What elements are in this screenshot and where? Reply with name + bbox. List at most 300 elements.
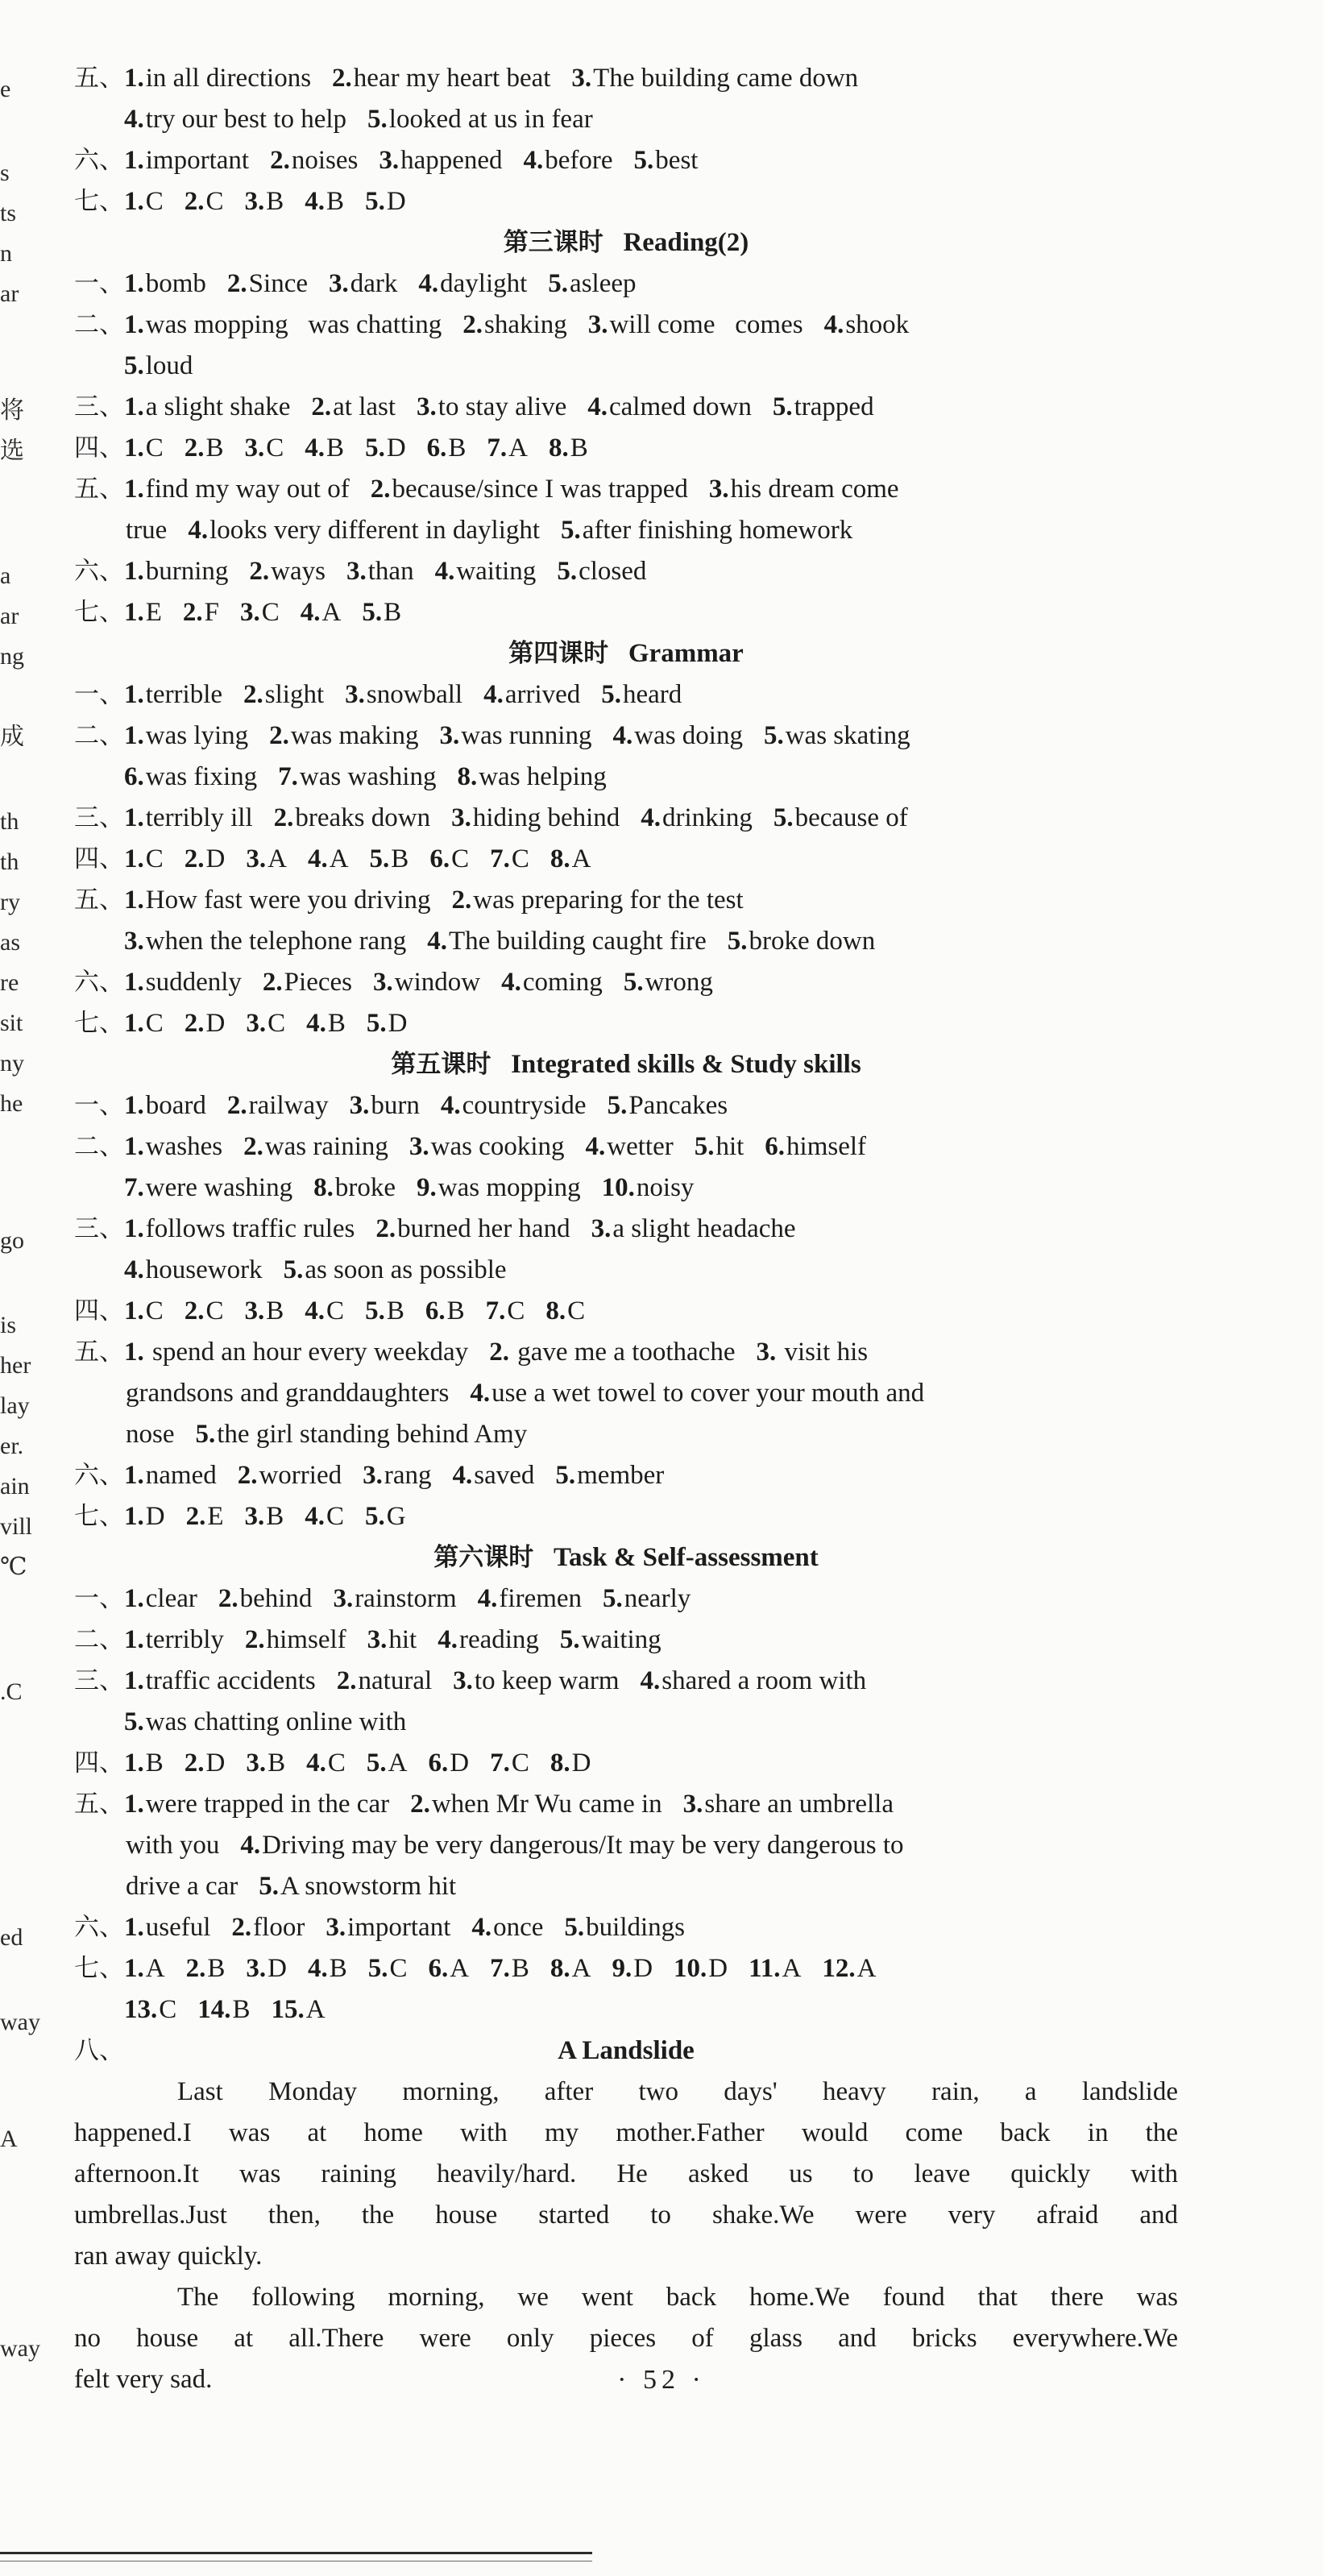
answer-number: 3.: [329, 269, 349, 298]
answer-item: [124, 968, 242, 997]
answer-item: [453, 1461, 535, 1490]
answer-number: 1.: [124, 1132, 144, 1161]
answer-section-row: [74, 1496, 1178, 1537]
answer-number: 1.: [124, 1748, 144, 1777]
section-label: 二、: [74, 721, 124, 750]
essay-title: A Landslide: [558, 2036, 695, 2065]
margin-fragment: .C: [0, 1678, 23, 1705]
answer-continuation-row: [74, 757, 1178, 798]
answer-continuation-row: [74, 1168, 1178, 1209]
answer-text: B: [386, 1296, 404, 1325]
answer-number: 2.: [243, 680, 263, 709]
answer-text: C: [205, 187, 224, 216]
essay-title-row: [74, 2031, 1178, 2072]
answer-text: C: [511, 844, 529, 873]
answer-text: named: [145, 1461, 217, 1490]
answer-item: [634, 146, 699, 175]
answer-section-row: [74, 1085, 1178, 1126]
answer-item: [337, 1666, 432, 1695]
answer-number: 5.: [369, 844, 390, 873]
answer-continuation-row: [74, 1702, 1178, 1743]
answer-text: A: [571, 1954, 591, 1983]
answer-number: 3.: [244, 433, 265, 463]
answer-text: How fast were you driving: [145, 886, 431, 915]
answer-item: [124, 351, 193, 380]
answer-number: 1.: [124, 475, 144, 504]
answer-item: [246, 844, 287, 873]
answer-text: coming: [522, 968, 603, 997]
answer-text: A: [268, 844, 287, 873]
section-label: 五、: [74, 1338, 124, 1367]
answer-item: [246, 1009, 285, 1038]
answer-section-row: [74, 305, 1178, 346]
answer-number: 1.: [124, 680, 144, 709]
answer-number: 4.: [477, 1584, 498, 1613]
answer-item: [612, 721, 743, 750]
answer-item: [363, 1461, 431, 1490]
answer-item: [773, 392, 874, 421]
answer-text: A: [329, 844, 349, 873]
answer-text: was fixing: [145, 762, 258, 791]
answer-text: was running: [461, 721, 592, 750]
lesson-heading-cn: 第六课时: [433, 1543, 534, 1572]
margin-fragment: ng: [0, 643, 24, 670]
answer-section-row: [74, 1661, 1178, 1702]
answer-text: B: [326, 187, 345, 216]
answer-number: 2.: [226, 1091, 247, 1120]
answer-item: [301, 598, 342, 627]
margin-fragment: a: [0, 562, 11, 589]
answer-number: 3.: [571, 64, 592, 93]
answer-item: [124, 680, 222, 709]
answer-section-row: [74, 1620, 1178, 1661]
answer-item: [313, 1173, 396, 1202]
answer-item: [186, 1954, 226, 1983]
lesson-heading: [74, 633, 1178, 674]
answer-continuation-row: [74, 1866, 1178, 1907]
answer-item: [124, 1461, 217, 1490]
answer-item: [240, 1831, 903, 1860]
answer-item: [683, 1790, 894, 1819]
answer-text: will come comes: [609, 310, 803, 339]
answer-item: [245, 1502, 284, 1531]
answer-number: 2.: [185, 1502, 206, 1531]
essay-line: ran away quickly.: [74, 2242, 263, 2271]
answer-number: 2.: [218, 1584, 238, 1613]
answer-number: 3.: [417, 392, 437, 421]
answer-number: 5.: [601, 680, 622, 709]
bottom-rule: [0, 2552, 592, 2554]
answer-number: 4.: [305, 187, 326, 216]
lesson-heading: [74, 1044, 1178, 1085]
answer-number: 6.: [428, 1954, 449, 1983]
margin-fragment: 成: [0, 724, 24, 750]
answer-item: [124, 1296, 164, 1325]
answer-number: 8.: [550, 844, 570, 873]
answer-number: 4.: [306, 1009, 326, 1038]
answer-number: 8.: [457, 762, 478, 791]
answer-text: true: [126, 516, 168, 545]
answer-item: [124, 557, 228, 586]
answer-item: [124, 392, 290, 421]
answer-text: himself: [786, 1132, 867, 1161]
answer-text: at last: [333, 392, 396, 421]
answer-item: [185, 1748, 226, 1777]
margin-fragment: go: [0, 1227, 24, 1254]
answer-number: 1.: [124, 1296, 144, 1325]
answer-item: [333, 1584, 456, 1613]
answer-text: important: [145, 146, 250, 175]
answer-text: A: [782, 1954, 802, 1983]
answer-item: [501, 968, 603, 997]
answer-item: [308, 1954, 347, 1983]
section-label: 四、: [74, 1748, 124, 1777]
answer-number: 1.: [124, 844, 144, 873]
margin-fragment: is: [0, 1312, 17, 1338]
answer-item: [453, 1666, 619, 1695]
section-label: 二、: [74, 1625, 124, 1654]
answer-text: B: [391, 844, 409, 873]
answer-item: [608, 1091, 728, 1120]
answer-number: 4.: [501, 968, 521, 997]
answer-text: C: [567, 1296, 586, 1325]
answer-text: D: [205, 844, 226, 873]
answer-number: 2.: [184, 1009, 205, 1038]
answer-text: D: [386, 187, 406, 216]
answer-number: 3.: [244, 187, 265, 216]
answer-number: 7.: [278, 762, 298, 791]
margin-fragment: s: [0, 160, 10, 186]
answer-item: [346, 557, 414, 586]
answer-number: 1.: [124, 1338, 144, 1367]
answer-text: natural: [358, 1666, 433, 1695]
answer-text: was mopping: [438, 1173, 581, 1202]
answer-item: [365, 1502, 406, 1531]
answer-number: 2.: [237, 1461, 258, 1490]
answer-item: [471, 1913, 543, 1942]
answer-item: [764, 721, 910, 750]
answer-number: 2.: [184, 844, 205, 873]
section-label: 四、: [74, 1296, 124, 1325]
answer-item: [587, 392, 752, 421]
answer-text: worried: [259, 1461, 342, 1490]
answer-text: C: [326, 1502, 345, 1531]
margin-fragment: way: [0, 2335, 40, 2362]
answer-number: 2.: [269, 721, 289, 750]
answer-text: board: [145, 1091, 206, 1120]
answer-text: C: [507, 1296, 525, 1325]
essay-line: afternoon.It was raining heavily/hard. He asked us to leave quickly with: [74, 2159, 1178, 2188]
answer-number: 1.: [124, 310, 144, 339]
answer-item: [409, 1132, 565, 1161]
answer-number: 5.: [559, 1625, 580, 1654]
answer-number: 11.: [749, 1954, 781, 1983]
answer-text: shook: [845, 310, 910, 339]
answer-text: The building came down: [593, 64, 859, 93]
answer-number: 2.: [184, 433, 205, 463]
answer-number: 7.: [124, 1173, 144, 1202]
answer-text: was mopping was chatting: [145, 310, 442, 339]
answer-number: 12.: [822, 1954, 856, 1983]
answer-number: 4.: [305, 433, 326, 463]
page-number: · 52 ·: [617, 2365, 706, 2395]
section-label: 七、: [74, 187, 124, 216]
answer-number: 1.: [124, 598, 144, 627]
essay-line: The following morning, we went back home.We found that there was: [177, 2283, 1178, 2312]
answer-item: [124, 187, 164, 216]
margin-fragment: ar: [0, 603, 19, 629]
answer-item: [124, 844, 164, 873]
answer-number: 2.: [375, 1214, 396, 1243]
answer-number: 1.: [124, 1461, 144, 1490]
answer-item: [345, 680, 462, 709]
answer-number: 3.: [246, 1748, 267, 1777]
answer-text: was helping: [479, 762, 607, 791]
answer-section-row: [74, 880, 1178, 921]
answer-item: [612, 1954, 653, 1983]
answer-number: 3.: [591, 1214, 612, 1243]
answer-item: [370, 844, 409, 873]
answer-item: [305, 187, 344, 216]
answer-text: countryside: [462, 1091, 587, 1120]
answer-text: was cooking: [430, 1132, 565, 1161]
answer-item: [329, 269, 397, 298]
answer-number: 4.: [440, 1091, 461, 1120]
margin-fragment: A: [0, 2126, 18, 2152]
answer-text: wetter: [607, 1132, 674, 1161]
answer-item: [124, 1748, 164, 1777]
answer-item: [641, 803, 753, 832]
answer-section-row: [74, 1907, 1178, 1948]
answer-item: [773, 803, 908, 832]
answer-text: looks very different in daylight: [209, 516, 541, 545]
answer-item: [185, 187, 224, 216]
answer-text: terribly: [145, 1625, 224, 1654]
answer-number: 5.: [367, 105, 388, 134]
answer-number: 2.: [332, 64, 352, 93]
answer-text: drive a car: [126, 1872, 238, 1901]
answer-text: B: [446, 1296, 465, 1325]
answer-section-row: [74, 1948, 1178, 1989]
answer-number: 3.: [240, 598, 260, 627]
answer-number: 4.: [240, 1831, 261, 1860]
answer-item: [441, 1091, 587, 1120]
answer-number: 5.: [548, 269, 569, 298]
answer-number: 4.: [452, 1461, 473, 1490]
answer-item: [438, 1625, 539, 1654]
answer-item: [227, 1091, 329, 1120]
section-label: 四、: [74, 844, 124, 873]
answer-number: 5.: [763, 721, 784, 750]
answer-number: 2.: [184, 1748, 205, 1777]
margin-fragment: e: [0, 76, 11, 102]
answer-section-row: [74, 551, 1178, 592]
answer-section-row: [74, 592, 1178, 633]
answer-section-row: [74, 1578, 1178, 1620]
answer-number: 2.: [184, 1296, 205, 1325]
answer-item: [124, 1214, 355, 1243]
answer-continuation-row: [74, 1989, 1178, 2031]
answer-text: B: [205, 433, 224, 463]
answer-text: waiting: [581, 1625, 662, 1654]
answer-text: waiting: [456, 557, 537, 586]
answer-text: as soon as possible: [305, 1255, 507, 1284]
section-label: 二、: [74, 310, 124, 339]
answer-item: [588, 310, 803, 339]
answer-text: C: [326, 1296, 345, 1325]
answer-item: [365, 433, 406, 463]
answer-item: [245, 1296, 284, 1325]
answer-text: happened: [400, 146, 503, 175]
answer-text: C: [268, 1009, 286, 1038]
answer-number: 5.: [772, 392, 793, 421]
answer-item: [603, 1584, 691, 1613]
answer-section-row: [74, 1743, 1178, 1784]
answer-item: [185, 1009, 226, 1038]
answer-item: [373, 968, 480, 997]
answer-number: 3.: [333, 1584, 354, 1613]
section-label: 三、: [74, 1666, 124, 1695]
answer-item: [243, 1132, 388, 1161]
margin-fragment: ts: [0, 200, 17, 226]
answer-number: 5.: [603, 1584, 623, 1613]
answer-number: 6.: [124, 762, 144, 791]
answer-item: [674, 1954, 728, 1983]
answer-item: [243, 680, 324, 709]
answer-item: [124, 1584, 197, 1613]
answer-text: Since: [248, 269, 308, 298]
answer-text: because of: [794, 803, 908, 832]
answer-item: [557, 557, 646, 586]
answer-text: saved: [474, 1461, 535, 1490]
answer-text: window: [394, 968, 481, 997]
answer-number: 2.: [243, 1132, 263, 1161]
answer-number: 3.: [349, 1091, 370, 1120]
answer-content: [74, 58, 1178, 2400]
answer-number: 1.: [124, 392, 144, 421]
answer-text: A: [571, 844, 591, 873]
answer-text: trapped: [794, 392, 874, 421]
answer-item: [124, 1132, 222, 1161]
answer-item: [278, 762, 436, 791]
answer-continuation-row: [74, 1414, 1178, 1455]
answer-number: 4.: [585, 1132, 606, 1161]
answer-text: C: [451, 844, 470, 873]
answer-item: [124, 64, 311, 93]
answer-text: B: [448, 433, 467, 463]
answer-text: important: [347, 1913, 451, 1942]
answer-number: 5.: [365, 1502, 385, 1531]
answer-item: [417, 392, 566, 421]
answer-text: clear: [145, 1584, 197, 1613]
answer-text: B: [570, 433, 588, 463]
answer-number: 2.: [270, 146, 290, 175]
answer-number: 9.: [612, 1954, 632, 1983]
margin-fragment: ar: [0, 280, 19, 307]
answer-number: 6.: [429, 844, 450, 873]
answer-text: Pancakes: [628, 1091, 728, 1120]
answer-item: [305, 1502, 344, 1531]
margin-fragment: 选: [0, 438, 24, 464]
answer-item: [550, 1748, 591, 1777]
answer-number: 5.: [362, 598, 383, 627]
answer-number: 1.: [124, 146, 144, 175]
answer-section-row: [74, 716, 1178, 757]
answer-number: 3.: [439, 721, 460, 750]
answer-item: [124, 1831, 219, 1860]
answer-number: 2.: [451, 886, 472, 915]
answer-number: 2.: [262, 968, 283, 997]
answer-text: a slight shake: [145, 392, 291, 421]
answer-section-row: [74, 1332, 1178, 1373]
answer-text: hit: [388, 1625, 417, 1654]
answer-text: loud: [145, 351, 193, 380]
answer-item: [231, 1913, 305, 1942]
margin-fragment: way: [0, 2009, 40, 2035]
answer-item: [367, 1009, 408, 1038]
answer-text: calmed down: [609, 392, 752, 421]
section-label: 六、: [74, 1913, 124, 1942]
answer-item: [728, 927, 875, 956]
answer-text: A: [856, 1954, 877, 1983]
lesson-heading-en: Task & Self-assessment: [553, 1543, 819, 1572]
answer-number: 1.: [124, 557, 144, 586]
answer-item: [124, 516, 167, 545]
answer-text: to stay alive: [438, 392, 567, 421]
answer-item: [185, 433, 224, 463]
answer-text: was raining: [264, 1132, 388, 1161]
answer-number: 4.: [307, 844, 328, 873]
answer-item: [305, 433, 344, 463]
answer-item: [245, 187, 284, 216]
answer-number: 2.: [185, 1954, 206, 1983]
answer-text: C: [327, 1748, 346, 1777]
answer-item: [196, 1420, 528, 1449]
answer-number: 10.: [674, 1954, 707, 1983]
answer-text: broke down: [749, 927, 876, 956]
answer-section-row: [74, 1003, 1178, 1044]
answer-item: [306, 1748, 346, 1777]
answer-item: [428, 1954, 469, 1983]
answer-number: 2.: [184, 187, 205, 216]
answer-text: B: [266, 187, 284, 216]
answer-number: 2.: [336, 1666, 357, 1695]
answer-item: [124, 1625, 224, 1654]
answer-number: 4.: [124, 1255, 144, 1284]
answer-number: 5.: [607, 1091, 628, 1120]
answer-text: A: [145, 1954, 165, 1983]
answer-text: member: [577, 1461, 665, 1490]
answer-text: visit his: [778, 1338, 869, 1367]
answer-number: 1.: [124, 1954, 144, 1983]
answer-text: Driving may be very dangerous/It may be very dangerous to: [262, 1831, 904, 1860]
answer-text: A snowstorm hit: [280, 1872, 457, 1901]
answer-item: [418, 269, 527, 298]
answer-section-row: [74, 181, 1178, 222]
answer-number: 4.: [641, 803, 662, 832]
answer-number: 3.: [244, 1296, 265, 1325]
answer-number: 4.: [471, 1913, 492, 1942]
answer-item: [124, 1091, 206, 1120]
answer-number: 1.: [124, 187, 144, 216]
answer-item: [756, 1338, 868, 1367]
answer-number: 3.: [451, 803, 471, 832]
answer-item: [368, 1954, 408, 1983]
answer-number: 3.: [372, 968, 393, 997]
answer-section-row: [74, 1291, 1178, 1332]
answer-text: share an umbrella: [704, 1790, 894, 1819]
answer-number: 14.: [197, 1995, 231, 2024]
